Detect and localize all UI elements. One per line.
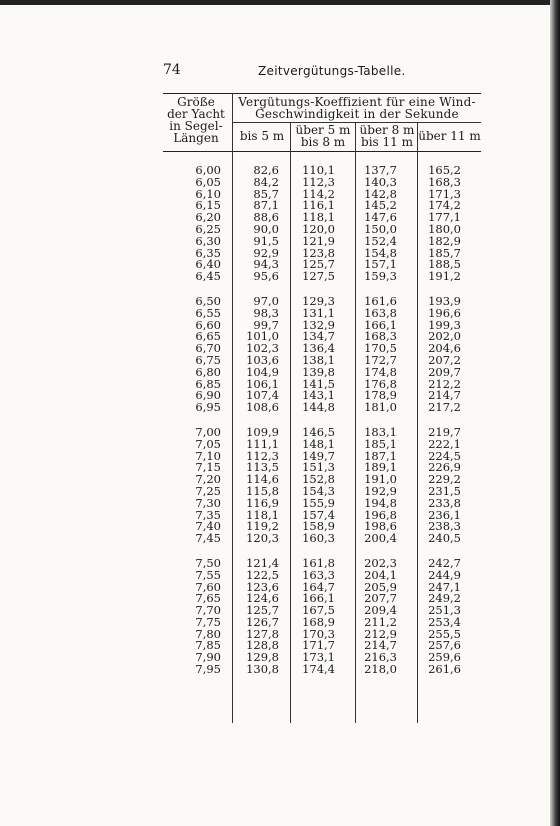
yacht-length-cell: 7,05 [195, 436, 221, 451]
coefficient-cell: 88,6 [253, 210, 279, 225]
coefficient-cell: 112,3 [246, 448, 279, 463]
yacht-length-cell: 6,20 [195, 210, 221, 225]
yacht-length-cell: 7,50 [195, 555, 221, 570]
coefficient-cell: 151,3 [302, 460, 335, 475]
yacht-size-header-line: Längen [173, 131, 219, 145]
coefficient-cell: 194,8 [364, 495, 397, 510]
coefficient-cell: 129,8 [246, 650, 279, 665]
coefficient-cell: 145,2 [364, 198, 397, 213]
coefficient-cell: 107,4 [246, 388, 279, 403]
coefficient-cell: 111,1 [246, 436, 279, 451]
coefficient-cell: 120,0 [302, 221, 335, 236]
table-row [163, 664, 481, 676]
coefficient-cell: 209,7 [428, 364, 461, 379]
table-row [163, 402, 481, 414]
group-header-line: Geschwindigkeit in der Sekunde [255, 107, 459, 121]
yacht-length-cell: 7,35 [195, 507, 221, 522]
yacht-length-cell: 6,30 [195, 233, 221, 248]
coefficient-cell: 101,0 [246, 329, 279, 344]
coefficient-cell: 157,4 [302, 507, 335, 522]
coefficient-cell: 110,1 [302, 163, 335, 177]
coefficient-cell: 147,6 [364, 210, 397, 225]
coefficient-cell: 171,3 [428, 186, 461, 201]
coefficient-cell: 202,3 [364, 555, 397, 570]
coefficient-cell: 141,5 [302, 376, 335, 391]
coefficient-cell: 178,9 [364, 388, 397, 403]
coefficient-cell: 247,1 [428, 579, 461, 594]
yacht-length-cell: 6,70 [195, 341, 221, 356]
subheader-line: über 8 m [359, 123, 415, 137]
coefficient-cell: 114,2 [302, 186, 335, 201]
coefficient-cell: 125,7 [302, 257, 335, 272]
yacht-length-cell: 7,60 [195, 579, 221, 594]
coefficient-cell: 90,0 [253, 221, 279, 236]
group-header-rule [233, 122, 481, 123]
yacht-length-cell: 6,75 [195, 352, 221, 367]
coefficient-cell: 211,2 [364, 614, 397, 629]
coefficient-cell: 91,5 [253, 233, 279, 248]
table-top-rule [163, 93, 481, 94]
coefficient-cell: 132,9 [302, 317, 335, 332]
subheader-line: bis 11 m [361, 135, 413, 149]
coefficient-cell: 174,8 [364, 364, 397, 379]
coefficient-cell: 222,1 [428, 436, 461, 451]
coefficient-cell: 170,5 [364, 341, 397, 356]
coefficient-cell: 163,3 [302, 567, 335, 582]
row-group [163, 165, 481, 283]
coefficient-cell: 207,7 [364, 591, 397, 606]
coefficient-cell: 148,1 [302, 436, 335, 451]
yacht-length-cell: 7,80 [195, 626, 221, 641]
coefficient-cell: 199,3 [428, 317, 461, 332]
coefficient-cell: 173,1 [302, 650, 335, 665]
coefficient-cell: 188,5 [428, 257, 461, 272]
coefficient-cell: 216,3 [364, 650, 397, 665]
coefficient-cell: 138,1 [302, 352, 335, 367]
coefficient-cell: 123,6 [246, 579, 279, 594]
coefficient-cell: 121,4 [246, 555, 279, 570]
coefficient-cell: 174,2 [428, 198, 461, 213]
coefficient-cell: 128,8 [246, 638, 279, 653]
yacht-length-cell: 6,00 [195, 163, 221, 177]
coefficient-cell: 177,1 [428, 210, 461, 225]
coefficient-cell: 150,0 [364, 221, 397, 236]
yacht-length-cell: 6,50 [195, 293, 221, 308]
coefficient-cell: 196,6 [428, 305, 461, 320]
coefficient-cell: 202,0 [428, 329, 461, 344]
coefficient-cell: 142,8 [364, 186, 397, 201]
coefficient-cell: 192,9 [364, 483, 397, 498]
yacht-length-cell: 7,75 [195, 614, 221, 629]
coefficient-cell: 170,3 [302, 626, 335, 641]
coefficient-cell: 116,1 [302, 198, 335, 213]
coefficient-cell: 217,2 [428, 400, 461, 415]
coefficient-cell: 207,2 [428, 352, 461, 367]
coefficient-cell: 231,5 [428, 483, 461, 498]
table-body [163, 165, 481, 689]
coefficient-group-header [233, 96, 481, 120]
row-group [163, 424, 481, 546]
coefficient-cell: 112,3 [302, 174, 335, 189]
coefficient-cell: 92,9 [253, 245, 279, 260]
coefficient-cell: 159,3 [364, 269, 397, 284]
coefficient-cell: 127,8 [246, 626, 279, 641]
subheader-line: über 11 m [418, 129, 481, 143]
coefficient-cell: 108,6 [246, 400, 279, 415]
coefficient-cell: 205,9 [364, 579, 397, 594]
coefficient-cell: 240,5 [428, 531, 461, 546]
coefficient-cell: 137,7 [364, 163, 397, 177]
subheader-5-8m [291, 124, 355, 148]
row-group [163, 555, 481, 677]
coefficient-cell: 187,1 [364, 448, 397, 463]
yacht-length-cell: 7,40 [195, 519, 221, 534]
yacht-length-cell: 6,05 [195, 174, 221, 189]
yacht-length-cell: 7,70 [195, 603, 221, 618]
coefficient-cell: 218,0 [364, 662, 397, 677]
coefficient-cell: 95,6 [253, 269, 279, 284]
yacht-length-cell: 6,45 [195, 269, 221, 284]
coefficient-cell: 253,4 [428, 614, 461, 629]
coefficient-cell: 242,7 [428, 555, 461, 570]
coefficient-cell: 160,3 [302, 531, 335, 546]
coefficient-cell: 219,7 [428, 424, 461, 439]
coefficient-cell: 109,9 [246, 424, 279, 439]
yacht-length-cell: 6,80 [195, 364, 221, 379]
coefficient-cell: 196,8 [364, 507, 397, 522]
coefficient-cell: 183,1 [364, 424, 397, 439]
yacht-length-cell: 6,40 [195, 257, 221, 272]
coefficient-cell: 158,9 [302, 519, 335, 534]
coefficient-cell: 84,2 [253, 174, 279, 189]
coefficient-cell: 236,1 [428, 507, 461, 522]
coefficient-cell: 185,7 [428, 245, 461, 260]
subheader-bis-5m [234, 130, 290, 142]
coefficient-cell: 106,1 [246, 376, 279, 391]
subheader-line: über 5 m [295, 123, 351, 137]
yacht-size-header-line: der Yacht [167, 107, 225, 121]
yacht-size-header [163, 96, 229, 144]
coefficient-cell: 233,8 [428, 495, 461, 510]
row-group [163, 293, 481, 415]
coefficient-cell: 161,6 [364, 293, 397, 308]
coefficient-cell: 134,7 [302, 329, 335, 344]
coefficient-cell: 166,1 [302, 591, 335, 606]
coefficient-cell: 200,4 [364, 531, 397, 546]
subheader-8-11m [356, 124, 418, 148]
yacht-length-cell: 7,30 [195, 495, 221, 510]
coefficient-cell: 129,3 [302, 293, 335, 308]
coefficient-cell: 144,8 [302, 400, 335, 415]
coefficient-cell: 119,2 [246, 519, 279, 534]
coefficient-cell: 139,8 [302, 364, 335, 379]
yacht-length-cell: 6,60 [195, 317, 221, 332]
coefficient-cell: 87,1 [253, 198, 279, 213]
subheader-line: bis 8 m [300, 135, 346, 149]
coefficient-cell: 127,5 [302, 269, 335, 284]
yacht-length-cell: 6,85 [195, 376, 221, 391]
coefficient-cell: 125,7 [246, 603, 279, 618]
page-number: 74 [163, 62, 181, 78]
coefficient-cell: 238,3 [428, 519, 461, 534]
coefficient-cell: 118,1 [246, 507, 279, 522]
yacht-length-cell: 6,55 [195, 305, 221, 320]
yacht-size-header-line: in Segel- [169, 119, 223, 133]
coefficient-cell: 104,9 [246, 364, 279, 379]
coefficient-cell: 149,7 [302, 448, 335, 463]
coefficient-cell: 131,1 [302, 305, 335, 320]
yacht-size-header-line: Größe [177, 95, 215, 109]
coefficient-cell: 251,3 [428, 603, 461, 618]
yacht-length-cell: 6,65 [195, 329, 221, 344]
coefficient-cell: 152,4 [364, 233, 397, 248]
coefficient-cell: 174,4 [302, 662, 335, 677]
yacht-length-cell: 7,00 [195, 424, 221, 439]
coefficient-cell: 214,7 [428, 388, 461, 403]
coefficient-cell: 113,5 [246, 460, 279, 475]
coefficient-cell: 166,1 [364, 317, 397, 332]
coefficient-cell: 161,8 [302, 555, 335, 570]
yacht-length-cell: 6,95 [195, 400, 221, 415]
coefficient-cell: 163,8 [364, 305, 397, 320]
coefficient-cell: 168,3 [428, 174, 461, 189]
coefficient-cell: 82,6 [253, 163, 279, 177]
coefficient-cell: 204,6 [428, 341, 461, 356]
coefficient-cell: 118,1 [302, 210, 335, 225]
coefficient-cell: 168,9 [302, 614, 335, 629]
scan-right-edge [550, 0, 560, 826]
coefficient-cell: 154,3 [302, 483, 335, 498]
coefficient-cell: 181,0 [364, 400, 397, 415]
coefficient-cell: 171,7 [302, 638, 335, 653]
coefficient-cell: 120,3 [246, 531, 279, 546]
coefficient-cell: 259,6 [428, 650, 461, 665]
coefficient-cell: 152,8 [302, 472, 335, 487]
coefficient-cell: 140,3 [364, 174, 397, 189]
subheader-ueber-11m [418, 130, 481, 142]
coefficient-cell: 176,8 [364, 376, 397, 391]
yacht-length-cell: 6,10 [195, 186, 221, 201]
coefficient-cell: 121,9 [302, 233, 335, 248]
coefficient-cell: 124,6 [246, 591, 279, 606]
yacht-length-cell: 7,15 [195, 460, 221, 475]
coefficient-cell: 130,8 [246, 662, 279, 677]
coefficient-cell: 212,2 [428, 376, 461, 391]
coefficient-cell: 143,1 [302, 388, 335, 403]
coefficient-cell: 255,5 [428, 626, 461, 641]
yacht-length-cell: 6,35 [195, 245, 221, 260]
coefficient-cell: 198,6 [364, 519, 397, 534]
coefficient-cell: 165,2 [428, 163, 461, 177]
yacht-length-cell: 6,15 [195, 198, 221, 213]
coefficient-cell: 204,1 [364, 567, 397, 582]
coefficient-cell: 226,9 [428, 460, 461, 475]
running-title: Zeitvergütungs-Tabelle. [258, 64, 406, 78]
coefficient-cell: 114,6 [246, 472, 279, 487]
coefficient-cell: 229,2 [428, 472, 461, 487]
yacht-length-cell: 6,25 [195, 221, 221, 236]
coefficient-cell: 214,7 [364, 638, 397, 653]
yacht-length-cell: 7,65 [195, 591, 221, 606]
coefficient-cell: 103,6 [246, 352, 279, 367]
coefficient-cell: 116,9 [246, 495, 279, 510]
coefficient-cell: 193,9 [428, 293, 461, 308]
coefficient-cell: 154,8 [364, 245, 397, 260]
yacht-length-cell: 7,90 [195, 650, 221, 665]
yacht-length-cell: 7,45 [195, 531, 221, 546]
group-header-line: Vergütungs-Koeffizient für eine Wind- [238, 95, 476, 109]
coefficient-cell: 115,8 [246, 483, 279, 498]
coefficient-cell: 244,9 [428, 567, 461, 582]
coefficient-cell: 182,9 [428, 233, 461, 248]
coefficient-cell: 136,4 [302, 341, 335, 356]
subheader-line: bis 5 m [239, 129, 285, 143]
yacht-length-cell: 7,95 [195, 662, 221, 677]
yacht-length-cell: 6,90 [195, 388, 221, 403]
coefficient-cell: 212,9 [364, 626, 397, 641]
coefficient-cell: 209,4 [364, 603, 397, 618]
coefficient-cell: 224,5 [428, 448, 461, 463]
table-header-rule [163, 151, 481, 152]
coefficient-cell: 189,1 [364, 460, 397, 475]
yacht-length-cell: 7,55 [195, 567, 221, 582]
yacht-length-cell: 7,85 [195, 638, 221, 653]
coefficient-cell: 99,7 [253, 317, 279, 332]
coefficient-cell: 191,0 [364, 472, 397, 487]
coefficient-cell: 94,3 [253, 257, 279, 272]
yacht-length-cell: 7,10 [195, 448, 221, 463]
yacht-length-cell: 7,25 [195, 483, 221, 498]
coefficient-cell: 191,2 [428, 269, 461, 284]
coefficient-cell: 168,3 [364, 329, 397, 344]
scan-top-edge [0, 0, 560, 5]
coefficient-cell: 167,5 [302, 603, 335, 618]
coefficient-cell: 249,2 [428, 591, 461, 606]
coefficient-cell: 97,0 [253, 293, 279, 308]
coefficient-cell: 102,3 [246, 341, 279, 356]
coefficient-cell: 180,0 [428, 221, 461, 236]
coefficient-cell: 126,7 [246, 614, 279, 629]
table-row [163, 533, 481, 545]
coefficient-cell: 85,7 [253, 186, 279, 201]
coefficient-cell: 164,7 [302, 579, 335, 594]
coefficient-cell: 122,5 [246, 567, 279, 582]
coefficient-cell: 123,8 [302, 245, 335, 260]
yacht-length-cell: 7,20 [195, 472, 221, 487]
coefficient-cell: 261,6 [428, 662, 461, 677]
coefficient-cell: 257,6 [428, 638, 461, 653]
table-row [163, 271, 481, 283]
coefficient-cell: 172,7 [364, 352, 397, 367]
coefficient-cell: 155,9 [302, 495, 335, 510]
coefficient-cell: 185,1 [364, 436, 397, 451]
coefficient-cell: 157,1 [364, 257, 397, 272]
coefficient-cell: 146,5 [302, 424, 335, 439]
coefficient-cell: 98,3 [253, 305, 279, 320]
